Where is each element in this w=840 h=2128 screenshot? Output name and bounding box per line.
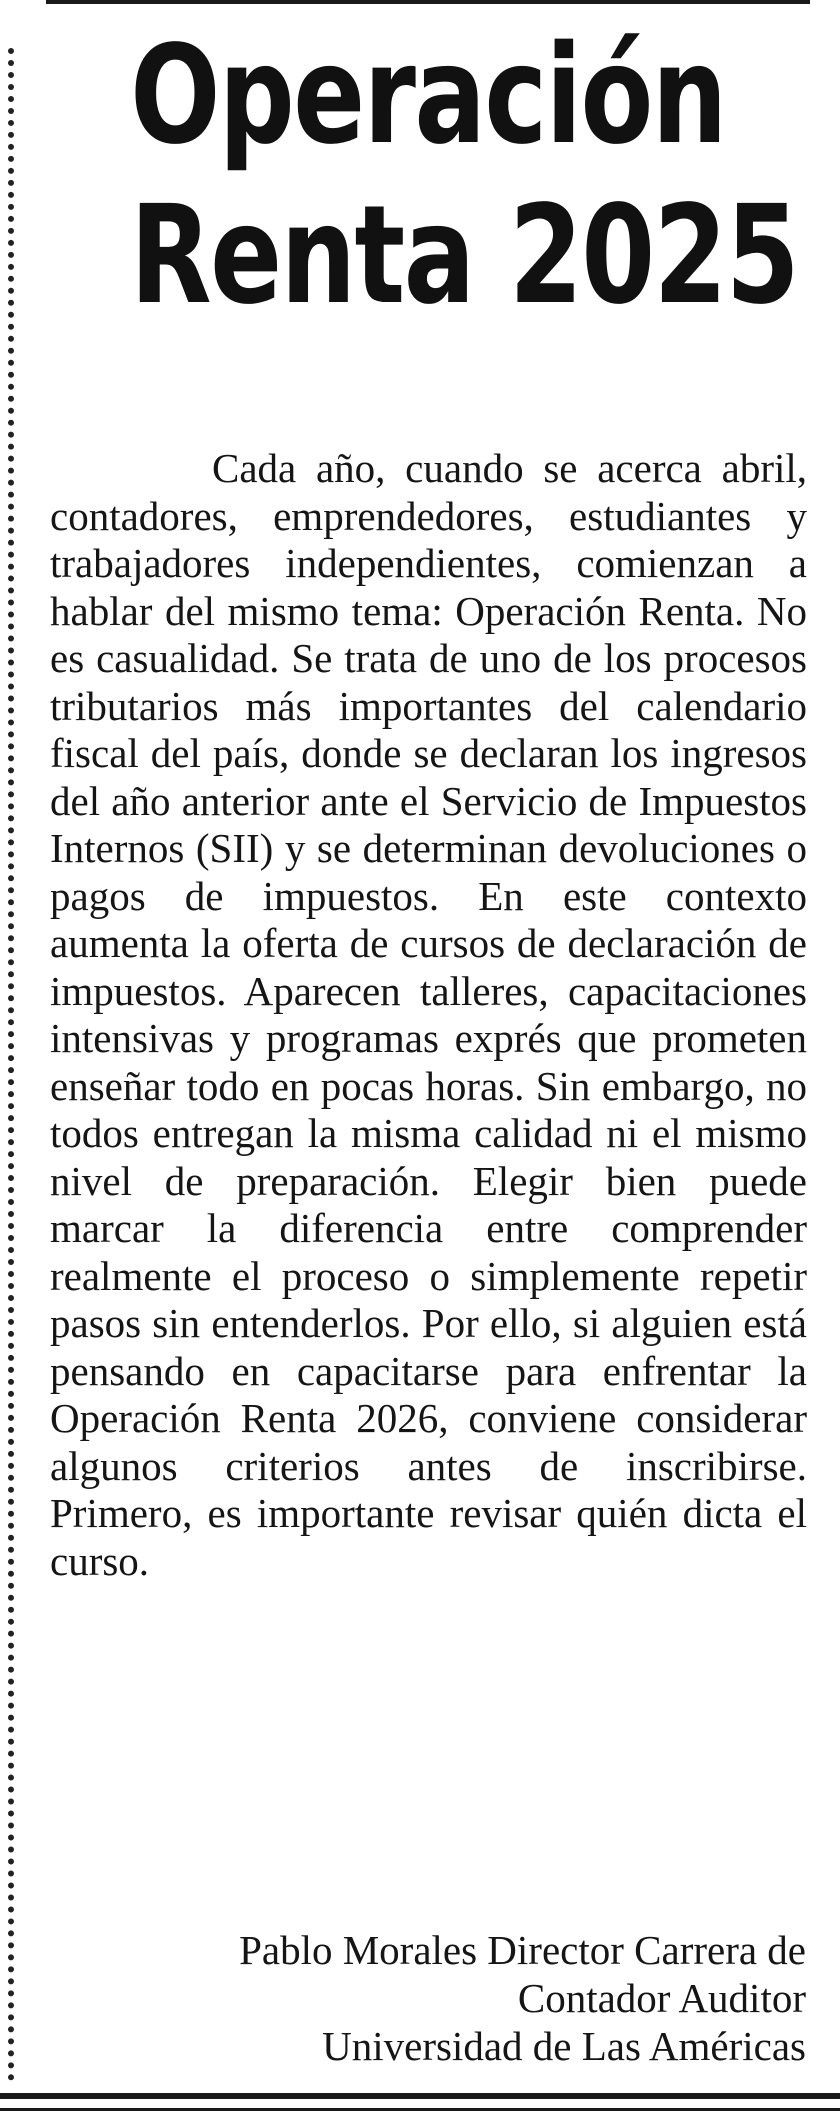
byline-institution: Universidad de Las Américas — [322, 2023, 806, 2069]
headline — [130, 16, 799, 336]
headline-line-2: Renta 2025 — [130, 177, 799, 335]
bottom-rule-thick — [0, 2093, 840, 2099]
byline-role: Contador Auditor — [517, 1975, 806, 2021]
top-rule — [46, 0, 810, 4]
byline — [239, 1926, 806, 2070]
byline-author: Pablo Morales Director Carrera de — [239, 1927, 806, 1973]
headline-line-1: Operación — [130, 17, 726, 175]
left-dotted-border — [8, 48, 14, 2082]
article-body: Cada año, cuando se acerca abril, contadores, emprendedores, estudiantes y trabajadores independientes, comienzan a hablar del mismo tema: Operación Renta. No es casualidad. Se trata de uno de los procesos tributarios más importantes del calendario fiscal del país, donde se declaran los ingresos del año anterior ante el Servicio de Impuestos Internos (SII) y se determinan devoluciones o pagos de impuestos. En este contexto aumenta la oferta de cursos de declaración de impuestos. Aparecen talleres, capacitaciones intensivas y programas exprés que prometen enseñar todo en pocas horas. Sin embargo, no todos entregan la misma calidad ni el mismo nivel de preparación. Elegir bien puede marcar la diferencia entre comprender realmente el proceso o simplemente repetir pasos sin entenderlos. Por ello, si alguien está pensando en capacitarse para enfrentar la Operación Renta 2026, conviene considerar algunos criterios antes de inscribirse. Primero, es importante revisar quién dicta el curso. — [50, 445, 807, 1584]
bottom-rule-thin — [0, 2108, 840, 2111]
